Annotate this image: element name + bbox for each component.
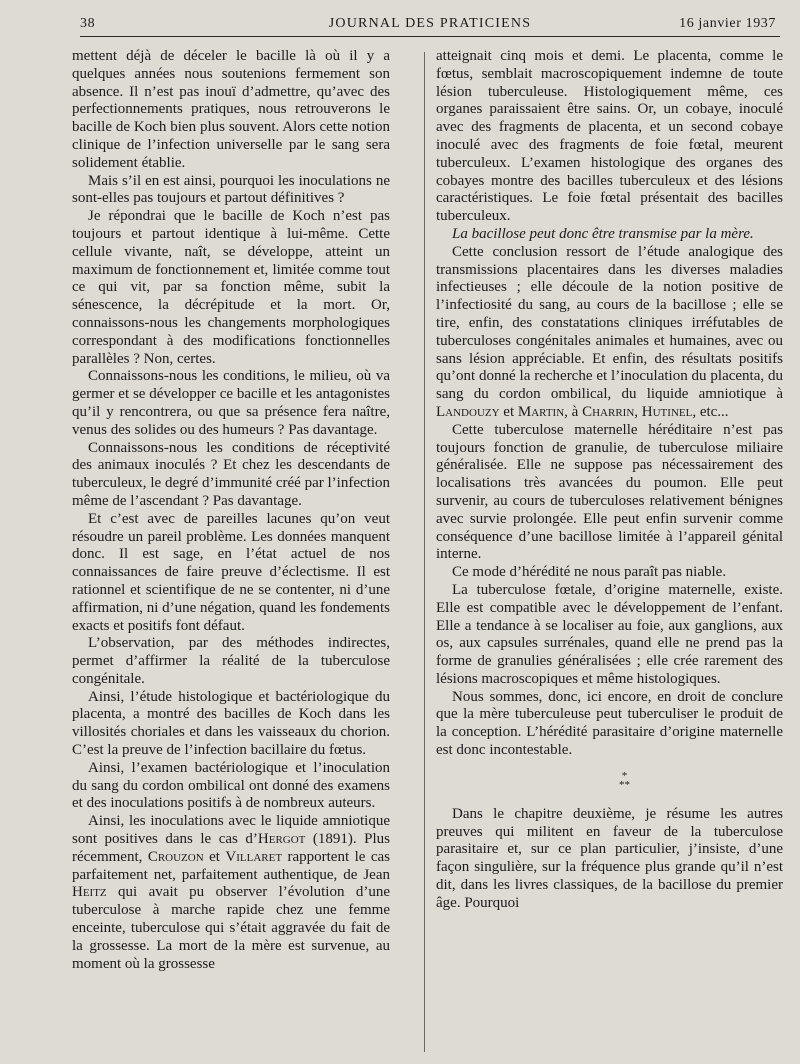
paragraph: Dans le chapitre deuxième, je résume les autres preuves qui militent en faveur de la tuberculose parasitaire et, sur ce plan particulier, j’insiste, d’une façon singulière, sur la fréquence plus grande qu’il n’est dit, dans les livres classiques, de la bacillose du premier âge. Pourquoi <box>436 805 783 911</box>
text-run: Ainsi, les inoculations avec le liquide amniotique sont positives dans le cas d’ <box>72 813 390 848</box>
text-run: et <box>499 403 518 420</box>
author-name: Hergot <box>257 831 306 848</box>
page-number: 38 <box>80 16 96 31</box>
text-run: , à <box>564 403 583 420</box>
paragraph: Ainsi, l’examen bactériologique et l’inoculation du sang du cordon ombilical ont donné des examens et des inoculations positifs à de nombreux auteurs. <box>72 759 390 812</box>
text-run: , etc... <box>692 403 729 420</box>
author-name: Charrin <box>582 403 635 420</box>
paragraph <box>436 244 783 422</box>
author-name: Martin <box>517 403 565 420</box>
journal-title: JOURNAL DES PRATICIENS <box>328 16 532 31</box>
text-run: et <box>203 848 226 865</box>
author-name: Heitz <box>72 884 107 901</box>
left-column <box>72 48 390 973</box>
paragraph: Connaissons-nous les conditions, le milieu, où va germer et se développer ce bacille et les antagonistes qu’il y rencontrera, ou que sa présence fera naître, venus des solides ou des humeurs ? Pas davantage. <box>72 368 390 438</box>
paragraph: L’observation, par des méthodes indirectes, permet d’affirmer la réalité de la tuberculose congénitale. <box>72 635 390 687</box>
text-run: rapportent le cas parfaitement net, parfaitement authentique, de Jean <box>72 848 390 883</box>
text-run: Cette conclusion ressort de l’étude analogique des transmissions placentaires dans les diverses maladies infectieuses ; elle découle de la notion positive de l’infectiosité du sang, au cours de la bacillose ; elle se tire, enfin, des constatations cliniques irréfutables de tuberculoses congénitales animales et humaines, avec ou sans lésion appréciable. Et enfin, des résultats positifs qu’ont donné la recherche et l’inoculation du placenta, du sang du cordon ombilical, du liquide amniotique à <box>436 243 783 403</box>
paragraph: Je répondrai que le bacille de Koch n’est pas toujours et partout identique à lui-même. Cette cellule vivante, naît, se développe, atteint un maximum de fonctionnement et, limitée comme tout ce qui vit, par sa fonction même, subit la sénescence, la décrépitude et la mort. Or, connaissons-nous les changements morphologiques correspondant à des modifications fonctionnelles parallèles ? Non, certes. <box>72 208 390 367</box>
asterisk-top: * <box>621 769 628 782</box>
asterisk-bottom: ** <box>619 778 630 791</box>
paragraph: Connaissons-nous les conditions de réceptivité des animaux inoculés ? Et chez les descendants de tuberculeux, le degré d’immunité créé par l’infection même de l’ascendant ? Pas davantage. <box>72 439 390 509</box>
paragraph: Ce mode d’hérédité ne nous paraît pas niable. <box>452 564 727 581</box>
text-run: qui avait pu observer l’évolution d’une tuberculose à marche rapide chez une femme enceinte, tuberculose qui s’était aggravée du fait de la grossesse. La mort de la mère est survenue, au moment où la grossesse <box>72 884 390 972</box>
paragraph: atteignait cinq mois et demi. Le placenta, comme le fœtus, semblait macroscopiquement indemne de toute lésion tuberculeuse. Histologiquement même, ces organes paraissaient être sains. Or, un cobaye, inoculé avec des fragments de placenta, et un second cobaye inoculé avec des fragments de foie fœtal, meurent tuberculeux. L’examen histologique des organes des cobayes montre des bacilles tuberculeux et des lésions caractéristiques. Le foie fœtal présentait des bacilles tuberculeux. <box>436 48 783 225</box>
paragraph: Et c’est avec de pareilles lacunes qu’on veut résoudre un pareil problème. Les données manquent donc. Il est sage, en l’état actuel de nos connaissances de faire preuve d’éclectisme. Il est rationnel et scientifique de ne se contenter, ni d’une affirmation, ni d’une négation, quand les fondements exacts et positifs font défaut. <box>72 510 390 634</box>
author-name: Hutinel <box>641 403 693 420</box>
text-run: (1891). Plus récemment, <box>72 831 391 865</box>
issue-date: 16 janvier 1937 <box>679 16 776 31</box>
paragraph: Nous sommes, donc, ici encore, en droit de conclure que la mère tuberculeuse peut tuberculiser le produit de la conception. L’hérédité parasitaire d’origine maternelle est donc incontestable. <box>436 688 783 759</box>
paragraph <box>72 813 390 973</box>
paragraph: Ainsi, l’étude histologique et bactériologique du placenta, a montré des bacilles de Koch dans les villosités choriales et dans les vaisseaux du chorion. C’est la preuve de l’infection bacillaire du fœtus. <box>72 688 390 759</box>
paragraph: Mais s’il en est ainsi, pourquoi les inoculations ne sont-elles pas toujours et partout définitives ? <box>72 172 390 207</box>
author-name: Landouzy <box>436 403 500 420</box>
section-separator <box>466 769 783 791</box>
page-header <box>80 14 780 37</box>
author-name: Villaret <box>225 848 283 865</box>
paragraph: Cette tuberculose maternelle héréditaire n’est pas toujours fonction de granulie, de tuberculose miliaire généralisée. Elle ne suppose pas nécessairement des localisations très avancées du poumon. Elle peut survenir, au cours de tuberculoses relativement bénignes avec survie prolongée. Elle peut enfin survenir comme conséquence d’une bacillose limitée à l’appareil génital interne. <box>436 421 783 563</box>
column-divider <box>424 52 425 1052</box>
right-column <box>436 48 783 913</box>
italic-conclusion: La bacillose peut donc être transmise par la mère. <box>452 225 754 242</box>
text-run: , <box>634 403 642 420</box>
paragraph: La tuberculose fœtale, d’origine maternelle, existe. Elle est compatible avec le développement de l’enfant. Elle a tendance à se localiser au foie, aux ganglions, aux os, aux capsules surrénales, quand elle ne prend pas la forme de granulies généralisées ; elle crée rarement des lésions macroscopiques et même histologiques. <box>436 581 783 687</box>
author-name: Crouzon <box>147 848 204 865</box>
paragraph: mettent déjà de déceler le bacille là où il y a quelques années nous soutenions fermement son absence. Il n’est pas inouï d’admettre, qu’avec des perfectionnements pratiques, nous retrouverons le bacille de Koch bien plus souvent. Alors cette notion clinique de l’infection universelle par le sang sera solidement établie. <box>72 48 390 171</box>
